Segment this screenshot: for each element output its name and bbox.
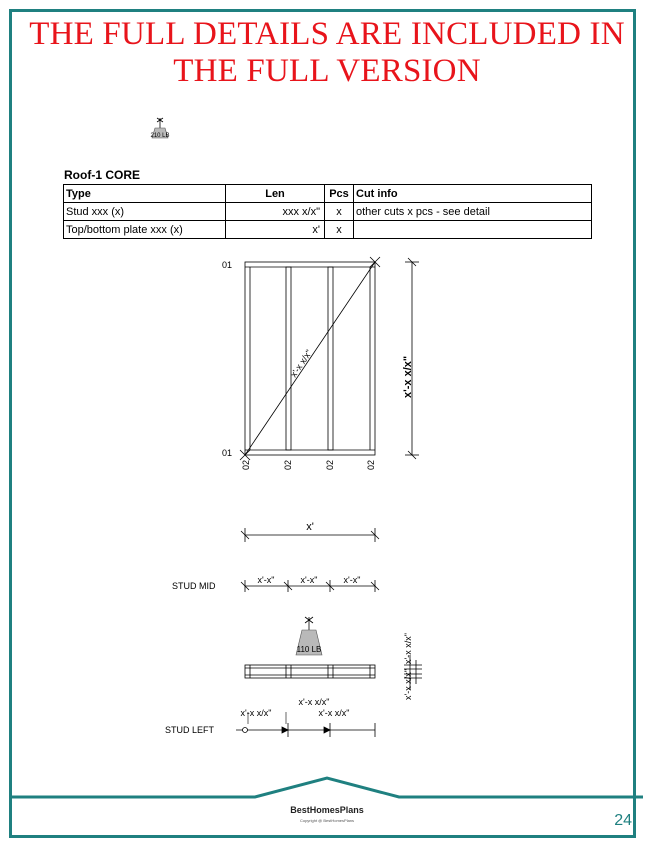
stud-left-dim: x'-x x/x" bbox=[318, 708, 350, 718]
plan-view bbox=[245, 665, 375, 678]
stud-mid-spacing: x'-x" bbox=[300, 575, 318, 585]
stud-left-label: STUD LEFT bbox=[165, 725, 215, 735]
left-top-label: 01 bbox=[222, 260, 233, 270]
footer-brand: BestHomesPlans bbox=[290, 805, 364, 815]
cell-cut-info: other cuts x pcs - see detail bbox=[354, 203, 592, 221]
cell-pcs: x bbox=[325, 221, 354, 239]
load-marker-plan bbox=[296, 617, 322, 655]
cell-len: xxx x/x" bbox=[226, 203, 325, 221]
header-pcs: Pcs bbox=[325, 185, 354, 203]
left-bottom-label: 01 bbox=[222, 448, 233, 458]
page-number: 24 bbox=[614, 812, 632, 829]
load-marker-top bbox=[150, 118, 169, 139]
bottom-label: 02 bbox=[241, 459, 251, 470]
stud-left-dim: x'-x x/x" bbox=[298, 697, 330, 707]
load-label-top: 210 LB bbox=[150, 133, 170, 139]
stud-left-dim: x'-x x/x" bbox=[240, 708, 272, 718]
height-label: x'-x x/x" bbox=[402, 355, 414, 398]
section-title: Roof-1 CORE bbox=[64, 168, 140, 182]
bottom-label: 02 bbox=[366, 459, 376, 470]
stud-mid-spacing: x'-x" bbox=[257, 575, 275, 585]
cell-pcs: x bbox=[325, 203, 354, 221]
header-cut-info: Cut info bbox=[354, 185, 592, 203]
header-type: Type bbox=[64, 185, 226, 203]
banner-line-1: THE FULL DETAILS ARE INCLUDED IN bbox=[29, 16, 625, 52]
header-len: Len bbox=[226, 185, 325, 203]
width-label: x' bbox=[306, 521, 314, 533]
banner-line-2: THE FULL VERSION bbox=[173, 53, 481, 89]
footer-copyright: Copyright @ BestHomesPlans bbox=[299, 818, 355, 823]
footer-divider bbox=[10, 778, 643, 797]
stud-mid-label: STUD MID bbox=[172, 581, 216, 591]
cell-len: x' bbox=[226, 221, 325, 239]
plan-thickness-label: x'-x x/x" bbox=[403, 669, 413, 700]
plan-thickness-label: x'-x x/x" bbox=[403, 633, 413, 664]
diagonal-label: x'-x x/x" bbox=[288, 347, 314, 380]
stud-mid-spacing: x'-x" bbox=[343, 575, 361, 585]
bottom-label: 02 bbox=[283, 459, 293, 470]
cell-type: Top/bottom plate xxx (x) bbox=[64, 221, 226, 239]
cell-type: Stud xxx (x) bbox=[64, 203, 226, 221]
load-label-plan: 110 LB bbox=[296, 645, 322, 654]
bottom-label: 02 bbox=[325, 459, 335, 470]
